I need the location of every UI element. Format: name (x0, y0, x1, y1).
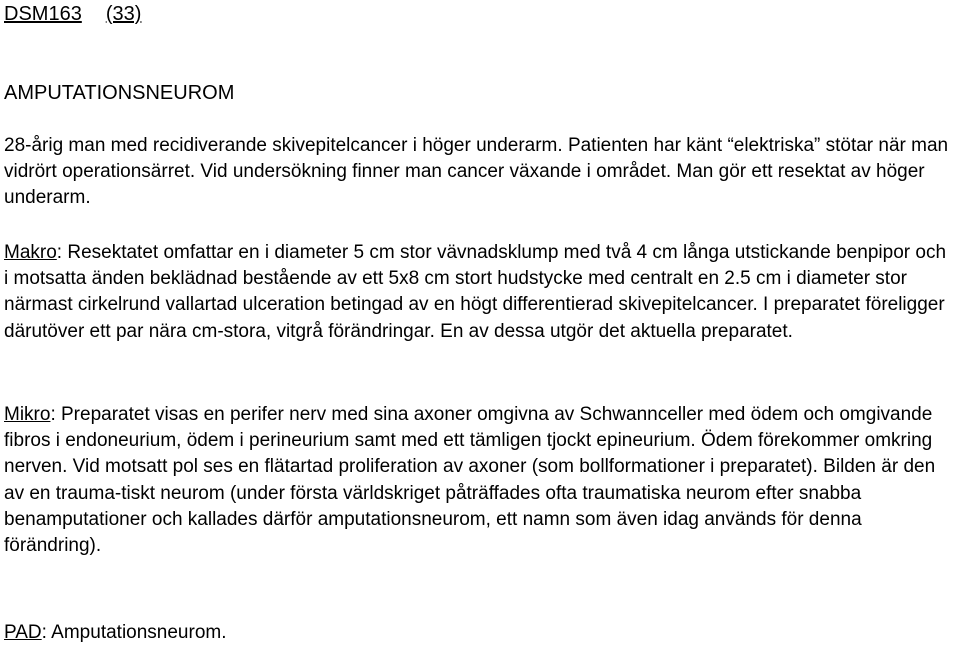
case-number: (33) (105, 3, 142, 25)
document-header (4, 2, 141, 26)
makro-paragraph (4, 240, 954, 345)
clinical-history-paragraph: 28-årig man med recidiverande skivepitelcancer i höger underarm. Patienten har känt “elektriska” stötar när man vidrört operationsärret. Vid undersökning finner man cancer växande i området. Man gör ett resektat av höger underarm. (4, 135, 949, 209)
mikro-label: Mikro (4, 404, 51, 425)
pad-label: PAD (4, 622, 42, 643)
makro-text: : Resektatet omfattar en i diameter 5 cm stor vävnadsklump med två 4 cm långa utstickande benpipor och i motsatta änden beklädnad bestående av ett 5x8 cm stort hudstycke med centralt en 2.5 cm i diameter stor närmast cirkelrund vallartad ulceration betingad av en högt differentierad skivepitelcancer. I preparatet föreligger därutöver ett par nära cm-stora, vitgrå förändringar. En av dessa utgör det aktuella preparatet. (4, 242, 947, 342)
pad-text: : Amputationsneurom. (41, 622, 227, 643)
case-code: DSM163 (4, 3, 82, 25)
mikro-text: : Preparatet visas en perifer nerv med sina axoner omgivna av Schwannceller med ödem och omgivande fibros i endoneurium, ödem i perineurium samt med ett tämligen tjockt epineurium. Ödem förekommer omkring nerven. Vid motsatt pol ses en flätartad proliferation av axoner (som bollformationer i preparatet). Bilden är den av en trauma-tiskt neurom (under första världskriget påträffades ofta traumatiska neurom efter snabba benamputationer och kallades därför amputationsneurom, ett namn som även idag används för denna förändring). (4, 404, 936, 557)
pad-paragraph (4, 620, 954, 646)
makro-label: Makro (4, 242, 57, 263)
document-title: AMPUTATIONSNEUROM (4, 82, 235, 104)
mikro-paragraph (4, 402, 954, 559)
